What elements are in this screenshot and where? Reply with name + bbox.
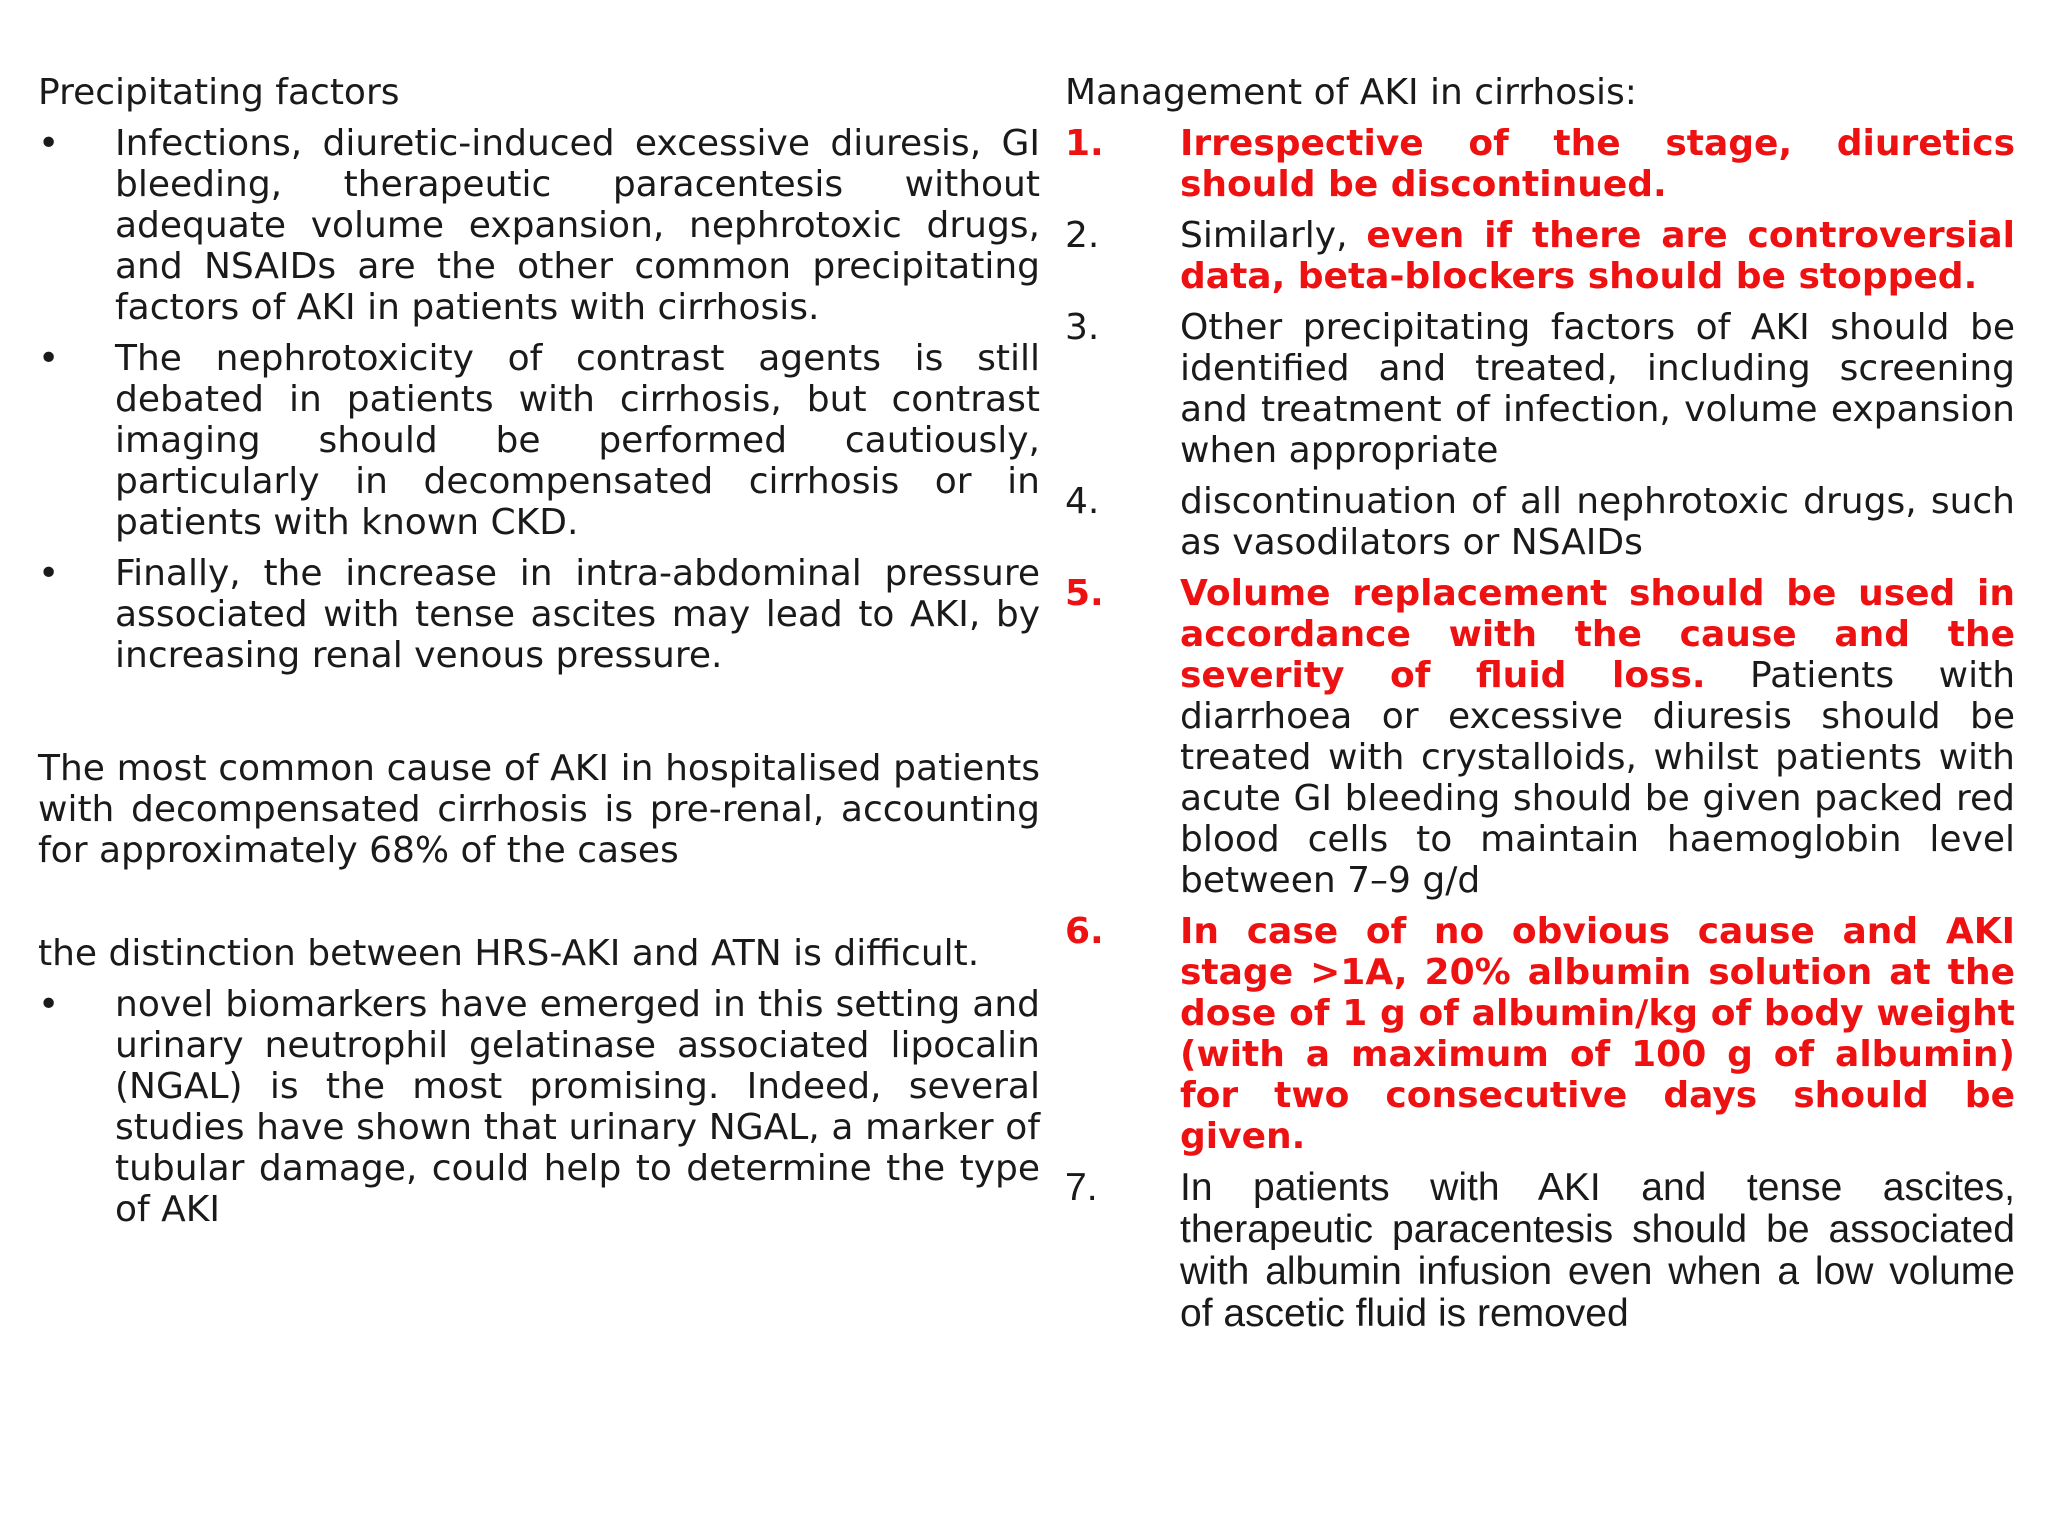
item-text (1180, 573, 2015, 901)
plain-text: Other precipitating factors of AKI should be identified and treated, including screening and treatment of infection, volume expansion when appropriate (1180, 307, 2015, 471)
plain-text: discontinuation of all nephrotoxic drugs, such as vasodilators or NSAIDs (1180, 481, 2015, 563)
item-text (1180, 1166, 2015, 1335)
bullet-icon: • (38, 984, 60, 1025)
precipitating-factors-list (38, 123, 1040, 676)
plain-text: Similarly, (1180, 215, 1367, 256)
management-item-3 (1065, 307, 2015, 471)
bullet-text: Infections, diuretic-induced excessive diuresis, GI bleeding, therapeutic paracentesis without adequate volume expansion, nephrotoxic drugs, and NSAIDs are the other common precipitating factors of AKI in patients with cirrhosis. (115, 123, 1040, 328)
management-item-4 (1065, 481, 2015, 563)
item-number: 2. (1065, 215, 1100, 256)
list-item (38, 338, 1040, 543)
left-column (38, 72, 1040, 1240)
precipitating-factors-heading: Precipitating factors (38, 72, 400, 113)
management-item-7 (1065, 1167, 2015, 1335)
highlighted-text: In case of no obvious cause and AKI stage >1A, 20% albumin solution at the dose of 1 g of albumin/kg of body weight (with a maximum of 100 g of albumin) for two consecutive days should be given. (1180, 911, 2015, 1157)
management-heading: Management of AKI in cirrhosis: (1065, 72, 1637, 113)
item-number: 6. (1065, 911, 1104, 952)
item-number: 5. (1065, 573, 1104, 614)
list-item (38, 553, 1040, 676)
bullet-text: novel biomarkers have emerged in this setting and urinary neutrophil gelatinase associated lipocalin (NGAL) is the most promising. Indeed, several studies have shown that urinary NGAL, a marker of tubular damage, could help to determine the type of AKI (115, 984, 1040, 1230)
bullet-icon: • (38, 123, 60, 164)
highlighted-text: Irrespective of the stage, diuretics should be discontinued. (1180, 123, 2015, 205)
right-column (1065, 72, 2015, 1345)
management-list (1065, 123, 2015, 1335)
distinction-text: the distinction between HRS-AKI and ATN is difficult. (38, 933, 980, 974)
plain-text: Patients with diarrhoea or excessive diuresis should be treated with crystalloids, whilst patients with acute GI bleeding should be given packed red blood cells to maintain haemoglobin level between 7–9 g/d (1180, 655, 2016, 901)
highlighted-text: Volume replacement should be used in accordance with the cause and the severity of fluid loss. (1180, 573, 2015, 696)
item-number: 4. (1065, 481, 1100, 522)
management-item-5 (1065, 573, 2015, 901)
item-number: 3. (1065, 307, 1100, 348)
highlighted-text: even if there are controversial data, beta-blockers should be stopped. (1180, 215, 2015, 297)
item-text (1180, 215, 2015, 297)
bullet-icon: • (38, 338, 60, 379)
management-item-2 (1065, 215, 2015, 297)
bullet-text: Finally, the increase in intra-abdominal pressure associated with tense ascites may lead to AKI, by increasing renal venous pressure. (115, 553, 1040, 676)
list-item (38, 123, 1040, 328)
item-number: 1. (1065, 123, 1104, 164)
management-item-1 (1065, 123, 2015, 205)
item-number: 7. (1065, 1166, 1098, 1209)
item-text (1180, 123, 2015, 205)
bullet-text: The nephrotoxicity of contrast agents is still debated in patients with cirrhosis, but contrast imaging should be performed cautiously, particularly in decompensated cirrhosis or in patients with known CKD. (115, 338, 1040, 543)
item-text (1180, 911, 2015, 1157)
biomarker-list (38, 984, 1040, 1230)
list-item (38, 984, 1040, 1230)
bullet-icon: • (38, 553, 60, 594)
management-item-6 (1065, 911, 2015, 1157)
item-text (1180, 481, 2015, 563)
pre-renal-paragraph: The most common cause of AKI in hospitalised patients with decompensated cirrhosis is pre-renal, accounting for approximately 68% of the cases (38, 748, 1040, 871)
item-text (1180, 307, 2015, 471)
plain-text: In patients with AKI and tense ascites, therapeutic paracentesis should be associated with albumin infusion even when a low volume of ascetic fluid is removed (1180, 1166, 2015, 1335)
